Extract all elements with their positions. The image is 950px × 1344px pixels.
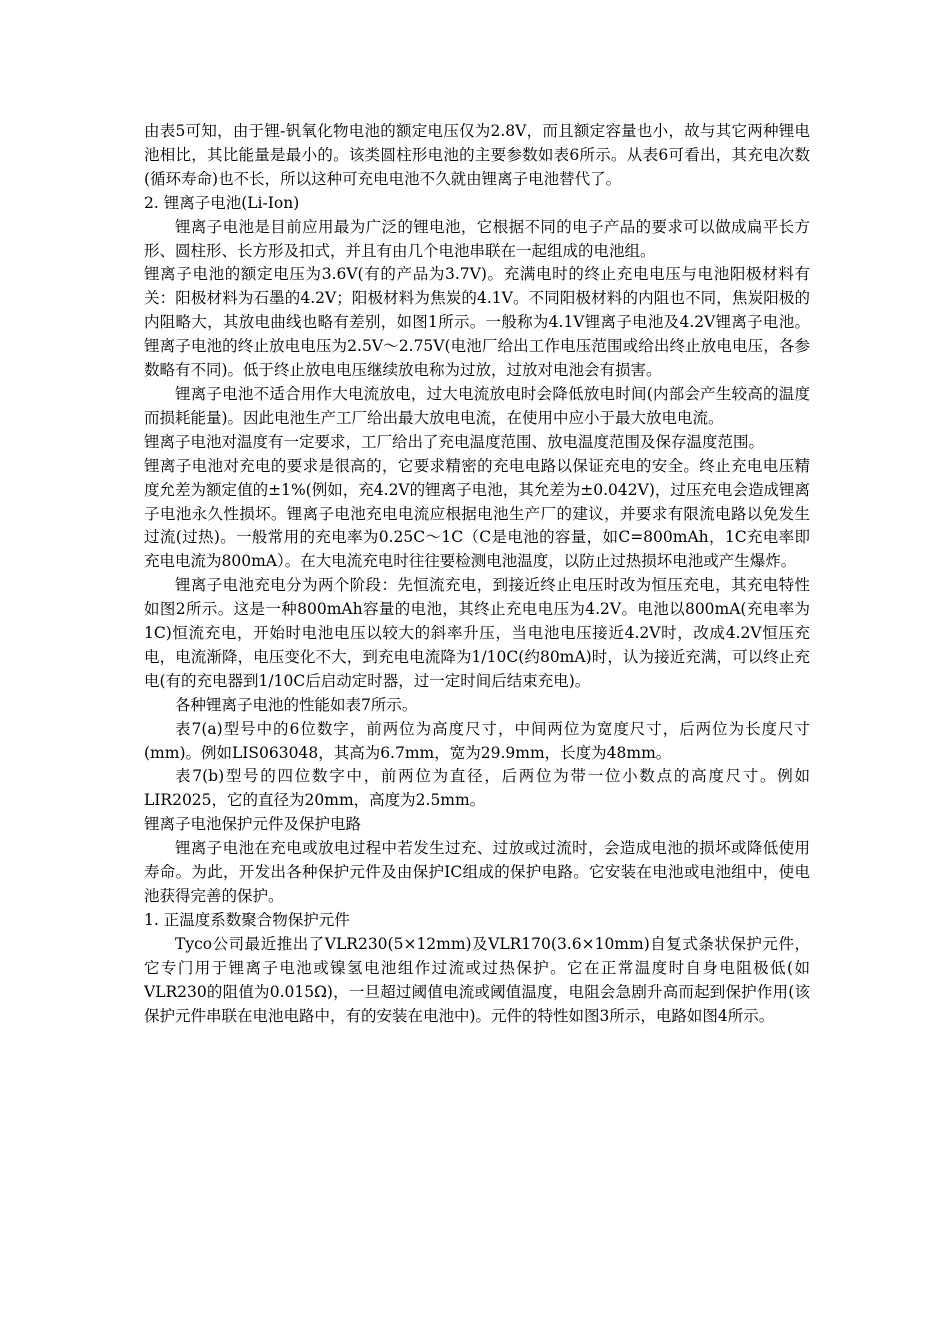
paragraph-3: 锂离子电池是目前应用最为广泛的锂电池，它根据不同的电子产品的要求可以做成扁平长方形、圆柱形、长方形及扣式，并且有由几个电池串联在一起组成的电池组。	[144, 217, 810, 260]
paragraph-4: 锂离子电池的额定电压为3.6V(有的产品为3.7V)。充满电时的终止充电电压与电池阳极材料有关：阳极材料为石墨的4.2V；阳极材料为焦炭的4.1V。不同阳极材料的内阻也不同，焦炭阳极的内阻略大，其放电曲线也略有差别，如图1所示。一般称为4.1V锂离子电池及4.2V锂离子电池。锂离子电池的终止放电电压为2.5V～2.75V(电池厂给出工作电压范围或给出终止放电电压，各参数略有不同)。低于终止放电电压继续放电称为过放，过放对电池会有损害。	[144, 265, 810, 380]
paragraph-8: 锂离子电池充电分为两个阶段：先恒流充电，到接近终止电压时改为恒压充电，其充电特性如图2所示。这是一种800mAh容量的电池，其终止充电电压为4.2V。电池以800mA(充电率为1C)恒流充电，开始时电池电压以较大的斜率升压，当电池电压接近4.2V时，改成4.2V恒压充电，电流渐降，电压变化不大，到充电电流降为1/10C(约80mA)时，认为接近充满，可以终止充电(有的充电器到1/10C后启动定时器，过一定时间后结束充电)。	[144, 576, 810, 690]
section-heading-li-ion: 2. 锂离子电池(Li-Ion)	[144, 193, 300, 212]
document-page	[144, 120, 810, 1028]
paragraph-15: Tyco公司最近推出了VLR230(5×12mm)及VLR170(3.6×10mm)自复式条状保护元件，它专门用于锂离子电池或镍氢电池组作过流或过热保护。它在正常温度时自身电阻极低(如VLR230的阻值为0.015Ω)，一旦超过阈值电流或阈值温度，电阻会急剧升高而起到保护作用(该保护元件串联在电池电路中，有的安装在电池中)。元件的特性如图3所示，电路如图4所示。	[144, 934, 810, 1025]
paragraph-11: 表7(b)型号的四位数字中，前两位为直径，后两位为带一位小数点的高度尺寸。例如LIR2025，它的直径为20mm，高度为2.5mm。	[144, 767, 810, 810]
paragraph-6: 锂离子电池对温度有一定要求，工厂给出了充电温度范围、放电温度范围及保存温度范围。	[144, 432, 765, 451]
paragraph-7: 锂离子电池对充电的要求是很高的，它要求精密的充电电路以保证充电的安全。终止充电电压精度允差为额定值的±1%(例如，充4.2V的锂离子电池，其允差为±0.042V)，过压充电会造成锂离子电池永久性损坏。锂离子电池充电电流应根据电池生产厂的建议，并要求有限流电路以免发生过流(过热)。一般常用的充电率为0.25C～1C（C是电池的容量，如C=800mAh，1C充电率即充电电流为800mA）。在大电流充电时往往要检测电池温度，以防止过热损坏电池或产生爆炸。	[144, 456, 810, 571]
paragraph-9: 各种锂离子电池的性能如表7所示。	[175, 695, 418, 714]
paragraph-1: 由表5可知，由于锂-钒氧化物电池的额定电压仅为2.8V，而且额定容量也小，故与其它两种锂电池相比，其比能量是最小的。该类圆柱形电池的主要参数如表6所示。从表6可看出，其充电次数(循环寿命)也不长，所以这种可充电电池不久就由锂离子电池替代了。	[144, 122, 810, 188]
paragraph-13: 锂离子电池在充电或放电过程中若发生过充、过放或过流时，会造成电池的损坏或降低使用寿命。为此，开发出各种保护元件及由保护IC组成的保护电路。它安装在电池或电池组中，使电池获得完善的保护。	[144, 839, 810, 905]
paragraph-10: 表7(a)型号中的6位数字，前两位为高度尺寸，中间两位为宽度尺寸，后两位为长度尺寸(mm)。例如LIS063048，其高为6.7mm，宽为29.9mm，长度为48mm。	[144, 719, 810, 762]
section-heading-ptc: 1. 正温度系数聚合物保护元件	[144, 910, 350, 929]
section-heading-protection: 锂离子电池保护元件及保护电路	[144, 815, 362, 834]
paragraph-5: 锂离子电池不适合用作大电流放电，过大电流放电时会降低放电时间(内部会产生较高的温度而损耗能量)。因此电池生产工厂给出最大放电电流，在使用中应小于最大放电电流。	[144, 384, 810, 427]
